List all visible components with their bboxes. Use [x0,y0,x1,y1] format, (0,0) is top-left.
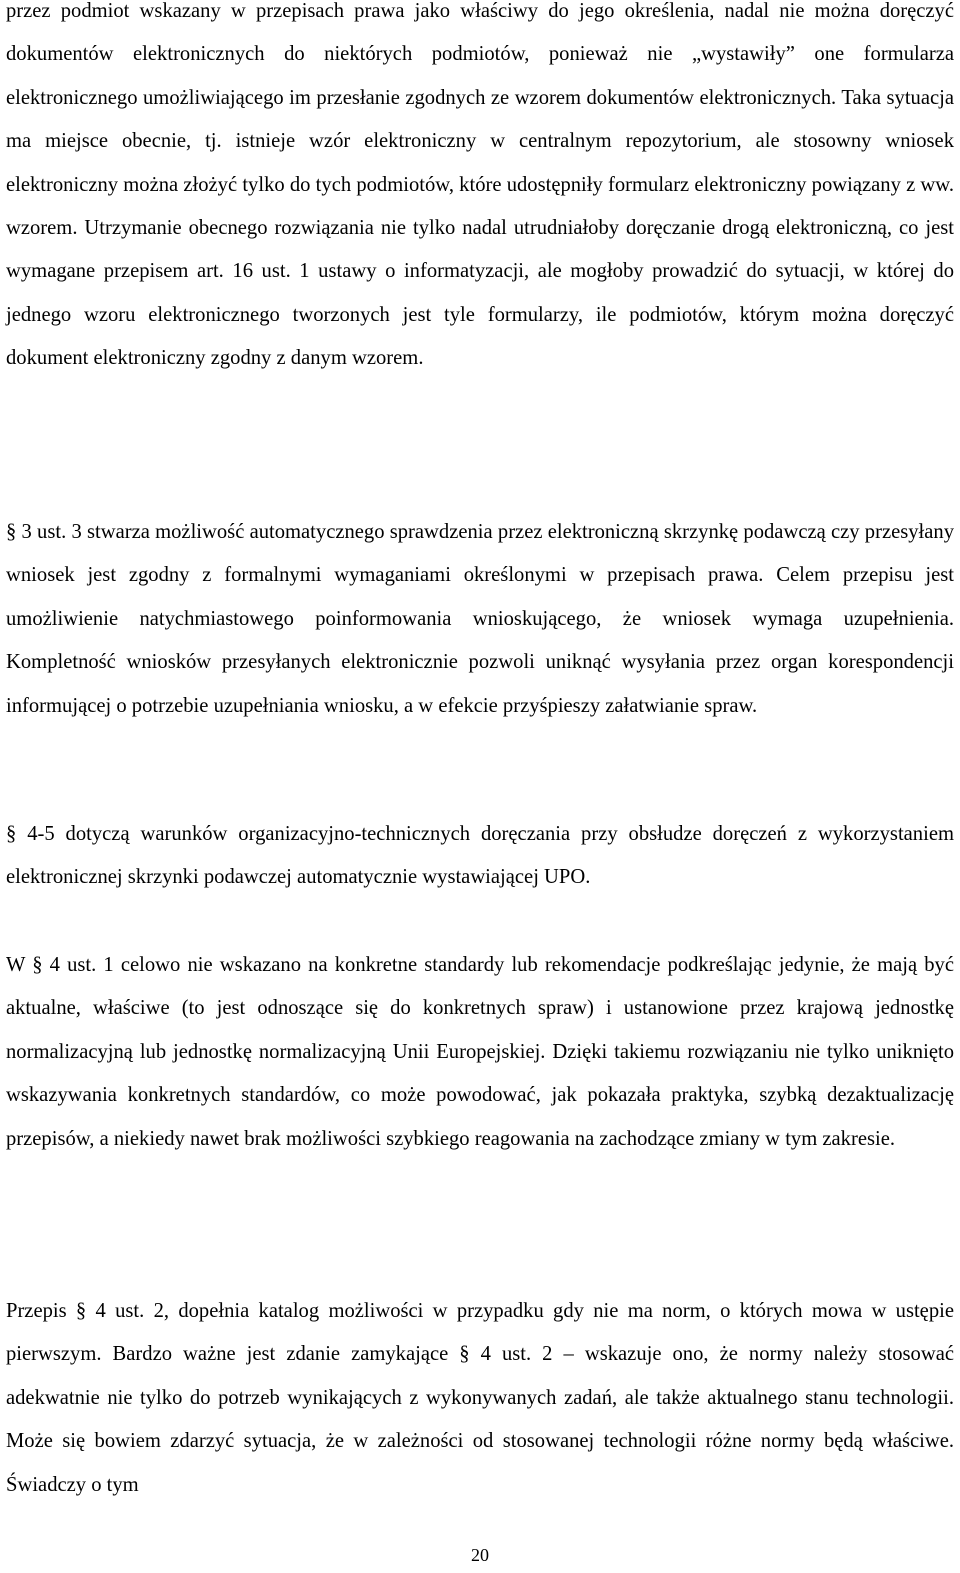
paragraph-1: przez podmiot wskazany w przepisach prawa jako właściwy do jego określenia, nadal nie można doręczyć dokumentów elektronicznych do niektórych podmiotów, ponieważ nie „wystawiły” one formularza elektronicznego umożliwiającego im przesłanie zgodnych ze wzorem dokumentów elektronicznych. Taka sytuacja ma miejsce obecnie, tj. istnieje wzór elektroniczny w centralnym repozytorium, ale stosowny wniosek elektroniczny można złożyć tylko do tych podmiotów, które udostępniły formularz elektroniczny powiązany z ww. wzorem. Utrzymanie obecnego rozwiązania nie tylko nadal utrudniałoby doręczanie drogą elektroniczną, co jest wymagane przepisem art. 16 ust. 1 ustawy o informatyzacji, ale mogłoby prowadzić do sytuacji, w której do jednego wzoru elektronicznego tworzonych jest tyle formularzy, ile podmiotów, którym można doręczyć dokument elektroniczny zgodny z danym wzorem. [6,0,954,370]
paragraph-2: § 3 ust. 3 stwarza możliwość automatycznego sprawdzenia przez elektroniczną skrzynkę podawczą czy przesyłany wniosek jest zgodny z formalnymi wymaganiami określonymi w przepisach prawa. Celem przepisu jest umożliwienie natychmiastowego poinformowania wnioskującego, że wniosek wymaga uzupełnienia. Kompletność wniosków przesyłanych elektronicznie pozwoli uniknąć wysyłania przez organ korespondencji informującej o potrzebie uzupełniania wniosku, a w efekcie przyśpieszy załatwianie spraw. [6,521,954,717]
paragraph-4: W § 4 ust. 1 celowo nie wskazano na konkretne standardy lub rekomendacje podkreślając jedynie, że mają być aktualne, właściwe (to jest odnoszące się do konkretnych spraw) i ustanowione przez krajową jednostkę normalizacyjną lub jednostkę normalizacyjną Unii Europejskiej. Dzięki takiemu rozwiązaniu nie tylko uniknięto wskazywania konkretnych standardów, co może powodować, jak pokazała praktyka, szybką dezaktualizację przepisów, a niekiedy nawet brak możliwości szybkiego reagowania na zachodzące zmiany w tym zakresie. [6,954,954,1150]
paragraph-3: § 4-5 dotyczą warunków organizacyjno-technicznych doręczania przy obsłudze doręczeń z wykorzystaniem elektronicznej skrzynki podawczej automatycznie wystawiającej UPO. [6,823,954,889]
paragraph-5: Przepis § 4 ust. 2, dopełnia katalog możliwości w przypadku gdy nie ma norm, o których mowa w ustępie pierwszym. Bardzo ważne jest zdanie zamykające § 4 ust. 2 – wskazuje ono, że normy należy stosować adekwatnie nie tylko do potrzeb wynikających z wykonywanych zadań, ale także aktualnego stanu technologii. Może się bowiem zdarzyć sytuacja, że w zależności od stosowanej technologii różne normy będą właściwe. Świadczy o tym [6,1300,954,1496]
page-number: 20 [471,1545,489,1565]
